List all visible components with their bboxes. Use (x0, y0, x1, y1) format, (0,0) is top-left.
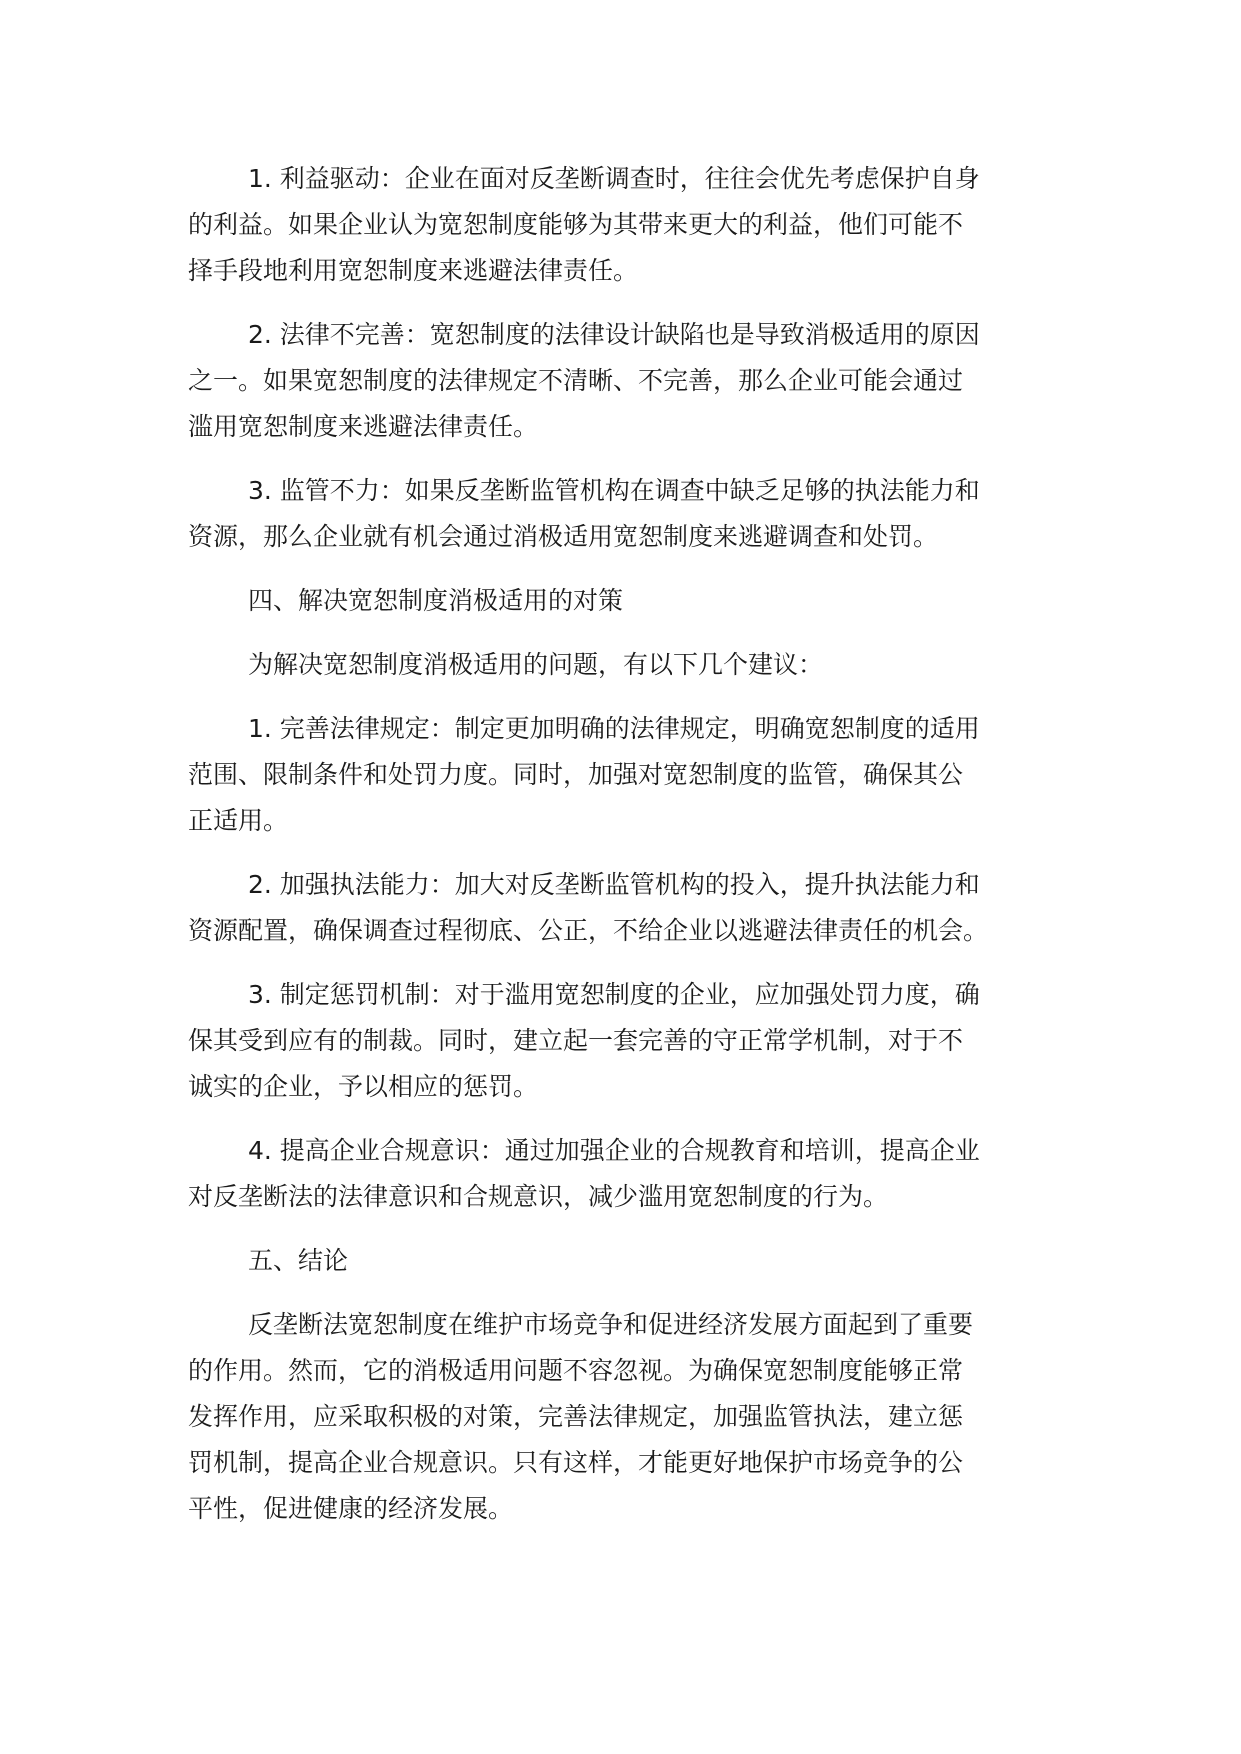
section-heading-countermeasures (188, 578, 1088, 624)
text-line: 的作用。然而，它的消极适用问题不容忽视。为确保宽恕制度能够正常 (188, 1356, 964, 1385)
text-line: 诚实的企业，予以相应的惩罚。 (188, 1072, 539, 1101)
paragraph-measure-law (188, 706, 1088, 844)
text-line: 对反垄断法的法律意识和合规意识，减少滥用宽恕制度的行为。 (188, 1182, 889, 1211)
text-line: 的利益。如果企业认为宽恕制度能够为其带来更大的利益，他们可能不 (188, 210, 964, 239)
text-line: 罚机制，提高企业合规意识。只有这样，才能更好地保护市场竞争的公 (188, 1448, 964, 1477)
document-body (188, 156, 1088, 1550)
paragraph-measure-enforcement (188, 862, 1088, 954)
heading-line: 四、解决宽恕制度消极适用的对策 (248, 586, 624, 615)
text-line: 资源，那么企业就有机会通过消极适用宽恕制度来逃避调查和处罚。 (188, 522, 939, 551)
text-line: 范围、限制条件和处罚力度。同时，加强对宽恕制度的监管，确保其公 (188, 760, 964, 789)
text-line: 3. 制定惩罚机制：对于滥用宽恕制度的企业，应加强处罚力度，确 (248, 980, 980, 1009)
text-line: 保其受到应有的制裁。同时，建立起一套完善的守正常学机制，对于不 (188, 1026, 964, 1055)
text-line: 为解决宽恕制度消极适用的问题，有以下几个建议： (248, 650, 824, 679)
text-line: 正适用。 (188, 806, 289, 835)
text-line: 4. 提高企业合规意识：通过加强企业的合规教育和培训，提高企业 (248, 1136, 980, 1165)
paragraph-cause-law (188, 312, 1088, 450)
text-line: 3. 监管不力：如果反垄断监管机构在调查中缺乏足够的执法能力和 (248, 476, 980, 505)
text-line: 资源配置，确保调查过程彻底、公正，不给企业以逃避法律责任的机会。 (188, 916, 989, 945)
text-line: 1. 完善法律规定：制定更加明确的法律规定，明确宽恕制度的适用 (248, 714, 980, 743)
text-line: 反垄断法宽恕制度在维护市场竞争和促进经济发展方面起到了重要 (248, 1310, 974, 1339)
paragraph-cause-profit (188, 156, 1088, 294)
text-line: 发挥作用，应采取积极的对策，完善法律规定，加强监管执法，建立惩 (188, 1402, 964, 1431)
text-line: 平性，促进健康的经济发展。 (188, 1494, 514, 1523)
text-line: 1. 利益驱动：企业在面对反垄断调查时，往往会优先考虑保护自身 (248, 164, 980, 193)
heading-line: 五、结论 (248, 1246, 349, 1275)
text-line: 2. 加强执法能力：加大对反垄断监管机构的投入，提升执法能力和 (248, 870, 980, 899)
paragraph-measure-penalty (188, 972, 1088, 1110)
text-line: 2. 法律不完善：宽恕制度的法律设计缺陷也是导致消极适用的原因 (248, 320, 980, 349)
section-heading-conclusion (188, 1238, 1088, 1284)
paragraph-cause-supervision (188, 468, 1088, 560)
paragraph-measure-compliance (188, 1128, 1088, 1220)
text-line: 择手段地利用宽恕制度来逃避法律责任。 (188, 256, 639, 285)
text-line: 滥用宽恕制度来逃避法律责任。 (188, 412, 539, 441)
text-line: 之一。如果宽恕制度的法律规定不清晰、不完善，那么企业可能会通过 (188, 366, 964, 395)
paragraph-intro (188, 642, 1088, 688)
paragraph-conclusion (188, 1302, 1088, 1532)
